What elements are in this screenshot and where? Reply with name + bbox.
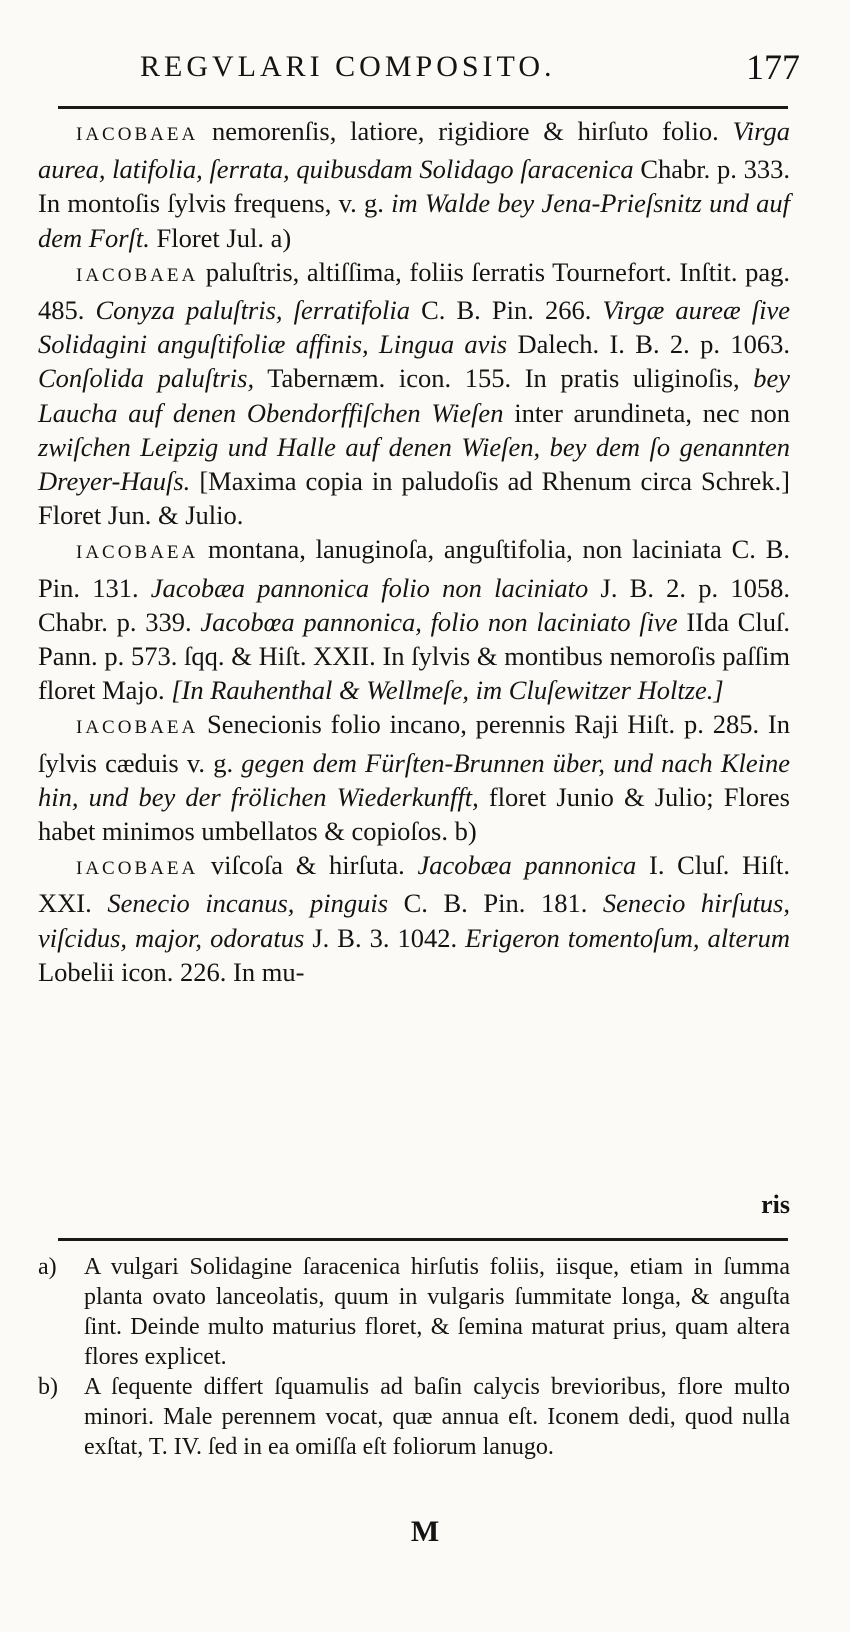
footnote [38,1372,790,1462]
entry-paragraph [38,707,790,848]
entry-text: paluſtris, altiſſima, foliis ſerratis Tournefort. Inſtit. pag. 485. [38,256,790,326]
entry-text: IIda Cluſ. Pann. p. 573. ſqq. & Hiſt. XXII. In ſylvis & montibus nemoroſis paſſim floret Majo. [38,606,790,706]
entry-text: Lobelii icon. 226. In mu- [38,956,305,987]
entry-text: floret Junio & Julio; Flores habet minimos umbellatos & copioſos. b) [38,781,790,847]
entry-italic-text: Conyza paluſtris, ſerratifolia [95,295,410,326]
entry-italic-text: zwiſchen Leipzig und Halle auf denen Wieſen, bey dem ſo genannten Dreyer-Hauſs. [38,431,790,497]
entry-paragraph [38,114,790,255]
entry-italic-text: Virga aurea, latifolia, ſerrata, quibusdam Solidago ſaracenica [38,116,790,185]
entry-italic-text: bey Laucha auf denen Obendorffiſchen Wieſen [38,363,791,428]
entry-text: J. B. 2. p. 1058. Chabr. p. 339. [38,572,790,637]
entry-text: Senecionis folio incano, perennis Raji Hiſt. p. 285. In ſylvis cæduis v. g. [38,709,790,778]
page-number: 177 [746,47,800,87]
entry-italic-text: Conſolida paluſtris, [38,363,255,394]
footnotes [38,1252,790,1462]
entry-italic-text: Jacobæa pannonica folio non laciniato [150,572,589,603]
entry-italic-text: [In Rauhenthal & Wellmeſe, im Cluſewitzer Holtze.] [171,675,724,706]
footnote-mark: a) [38,1254,57,1280]
main-text [38,114,790,989]
entry-italic-text: Senecio incanus, pinguis [107,888,389,919]
entry-paragraph [38,848,790,989]
footnote [38,1252,790,1372]
entry-head: IACOBAEA [76,124,199,145]
running-title: REGVLARI COMPOSITO. [140,50,556,83]
entry-paragraph [38,255,790,533]
entry-text: viſcoſa & hirſuta. [198,850,418,881]
entry-italic-text: Erigeron tomentoſum, alterum [465,922,790,953]
entry-text: J. B. 3. 1042. [304,922,466,953]
entry-italic-text: Virgæ aureæ ſive Solidagini anguſtifoliæ affinis, Lingua avis [38,295,791,360]
entry-head: IACOBAEA [76,264,199,286]
signature-mark: M [410,1515,440,1548]
entry-text: I. Cluſ. Hiſt. XXI. [38,850,790,919]
entry-text: inter arundineta, nec non [503,397,791,428]
entry-text: [Maxima copia in paludoſis ad Rhenum circa Schrek.] Floret Jun. & Julio. [38,466,790,531]
entry-text: montana, lanuginoſa, anguſtifolia, non laciniata C. B. Pin. 131. [38,534,790,603]
footnote-rule [58,1238,788,1241]
footnote-mark: b) [38,1374,58,1400]
footnote-text: A vulgari Solidagine ſaracenica hirſutis foliis, iisque, etiam in ſumma planta ovato lanceolatis, quum in vulgaris ſummitate longa, & anguſta ſint. Deinde multo maturius floret, & ſemina maturat prius, quam altera flores explicet. [84,1254,790,1370]
entry-text: nemorenſis, latiore, rigidiore & hirſuto folio. [198,116,733,146]
header-rule [58,106,788,109]
entry-paragraph [38,532,790,707]
entry-head: IACOBAEA [76,717,199,739]
entry-italic-text: Jacobæa pannonica [417,850,637,881]
catchword: ris [761,1190,790,1219]
entry-text: Floret Jul. a) [149,222,292,253]
entry-text: Tabernæm. icon. 155. In pratis uliginoſis, [254,363,754,394]
entry-text: C. B. Pin. 181. [388,888,603,919]
page-header [140,46,800,96]
entry-text: C. B. Pin. 266. [409,295,603,326]
entry-head: IACOBAEA [76,542,199,564]
entry-text: Chabr. p. 333. In montoſis ſylvis frequens, v. g. [38,154,790,219]
entry-italic-text: im Walde bey Jena-Prieſsnitz und auf dem Forſt. [38,188,790,253]
entry-italic-text: Jacobœa pannonica, folio non laciniato ſive [200,606,678,637]
entry-italic-text: Senecio hirſutus, viſcidus, major, odoratus [38,888,790,953]
footnote-text: A ſequente differt ſquamulis ad baſin calycis brevioribus, flore multo minori. Male perennem vocat, quæ annua eſt. Iconem dedi, quod nulla exſtat, T. IV. ſed in ea omiſſa eſt foliorum lanugo. [84,1374,790,1460]
entry-text: Dalech. I. B. 2. p. 1063. [507,329,790,360]
entry-italic-text: gegen dem Fürſten-Brunnen über, und nach Kleine hin, und bey der frölichen Wiederkunfft, [38,747,790,812]
entry-head: IACOBAEA [76,858,199,880]
